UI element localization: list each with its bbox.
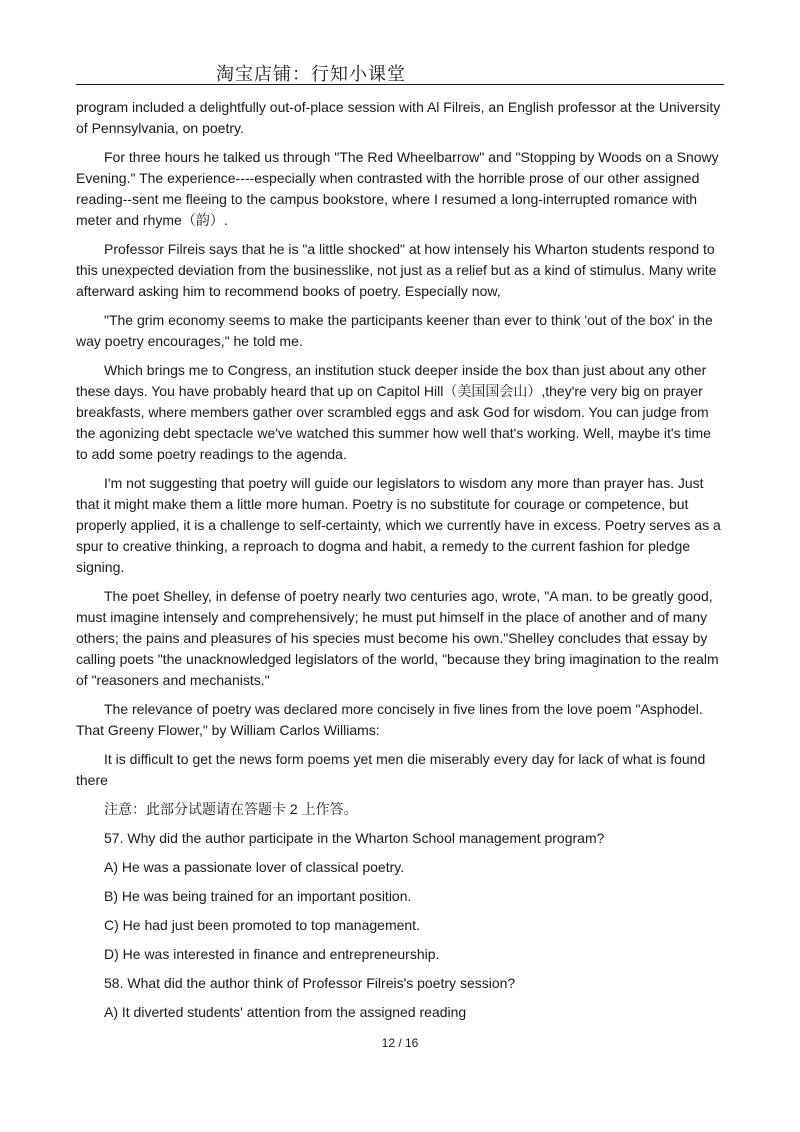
paragraph: I'm not suggesting that poetry will guide our legislators to wisdom any more than prayer has. Just that it might make them a little more human. Poetry is no substitute for courage or competence, but properly applied, it is a challenge to self-certainty, which we currently have in excess. Poetry serves as a spur to creative thinking, a reproach to dogma and habit, a remedy to the current fashion for pledge signing.: [76, 475, 721, 575]
paragraph: The relevance of poetry was declared more concisely in five lines from the love poem "Asphodel. That Greeny Flower," by William Carlos Williams:: [76, 701, 703, 738]
question-57: 57. Why did the author participate in the Wharton School management program?: [104, 830, 605, 846]
option-57-b: B) He was being trained for an important position.: [104, 888, 412, 904]
paragraph: For three hours he talked us through "The Red Wheelbarrow" and "Stopping by Woods on a Snowy Evening." The experience----especially when contrasted with the horrible prose of our other assigned reading--sent me fleeing to the campus bookstore, where I resumed a long-interrupted romance with meter and rhyme（韵）.: [76, 149, 719, 228]
option-57-c: C) He had just been promoted to top management.: [104, 917, 420, 933]
paragraph: "The grim economy seems to make the participants keener than ever to think 'out of the box' in the way poetry encourages," he told me.: [76, 312, 713, 349]
paragraph: program included a delightfully out-of-place session with Al Filreis, an English professor at the University of Pennsylvania, on poetry.: [76, 99, 721, 136]
option-57-a: A) He was a passionate lover of classical poetry.: [104, 859, 405, 875]
document-body: [76, 97, 724, 1031]
page-header: [76, 56, 724, 85]
header-title: 淘宝店铺：行知小课堂: [216, 64, 406, 85]
page-number: 12 / 16: [381, 1036, 419, 1050]
paragraph: The poet Shelley, in defense of poetry nearly two centuries ago, wrote, "A man. to be greatly good, must imagine intensely and comprehensively; he must put himself in the place of another and of many others; the pains and pleasures of his species must become his own."Shelley concludes that essay by calling poets "the unacknowledged legislators of the world, "because they bring imagination to the realm of "reasoners and mechanists.": [76, 588, 719, 688]
paragraph: Professor Filreis says that he is "a little shocked" at how intensely his Wharton students respond to this unexpected deviation from the businesslike, not just as a relief but as a kind of stimulus. Many write afterward asking him to recommend books of poetry. Especially now,: [76, 241, 717, 299]
paragraph: Which brings me to Congress, an institution stuck deeper inside the box than just about any other these days. You have probably heard that up on Capitol Hill（美国国会山）,they're very big on prayer breakfasts, where members gather over scrambled eggs and ask God for wisdom. You can judge from the agonizing debt spectacle we've watched this summer how well that's working. Well, maybe it's time to add some poetry readings to the agenda.: [76, 362, 711, 462]
option-58-a: A) It diverted students' attention from the assigned reading: [104, 1004, 467, 1020]
poem-quote: It is difficult to get the news form poems yet men die miserably every day for lack of what is found there: [76, 751, 706, 788]
instruction-note: 注意：此部分试题请在答题卡 2 上作答。: [104, 801, 358, 817]
option-57-d: D) He was interested in finance and entrepreneurship.: [104, 946, 440, 962]
question-58: 58. What did the author think of Professor Filreis's poetry session?: [104, 975, 516, 991]
